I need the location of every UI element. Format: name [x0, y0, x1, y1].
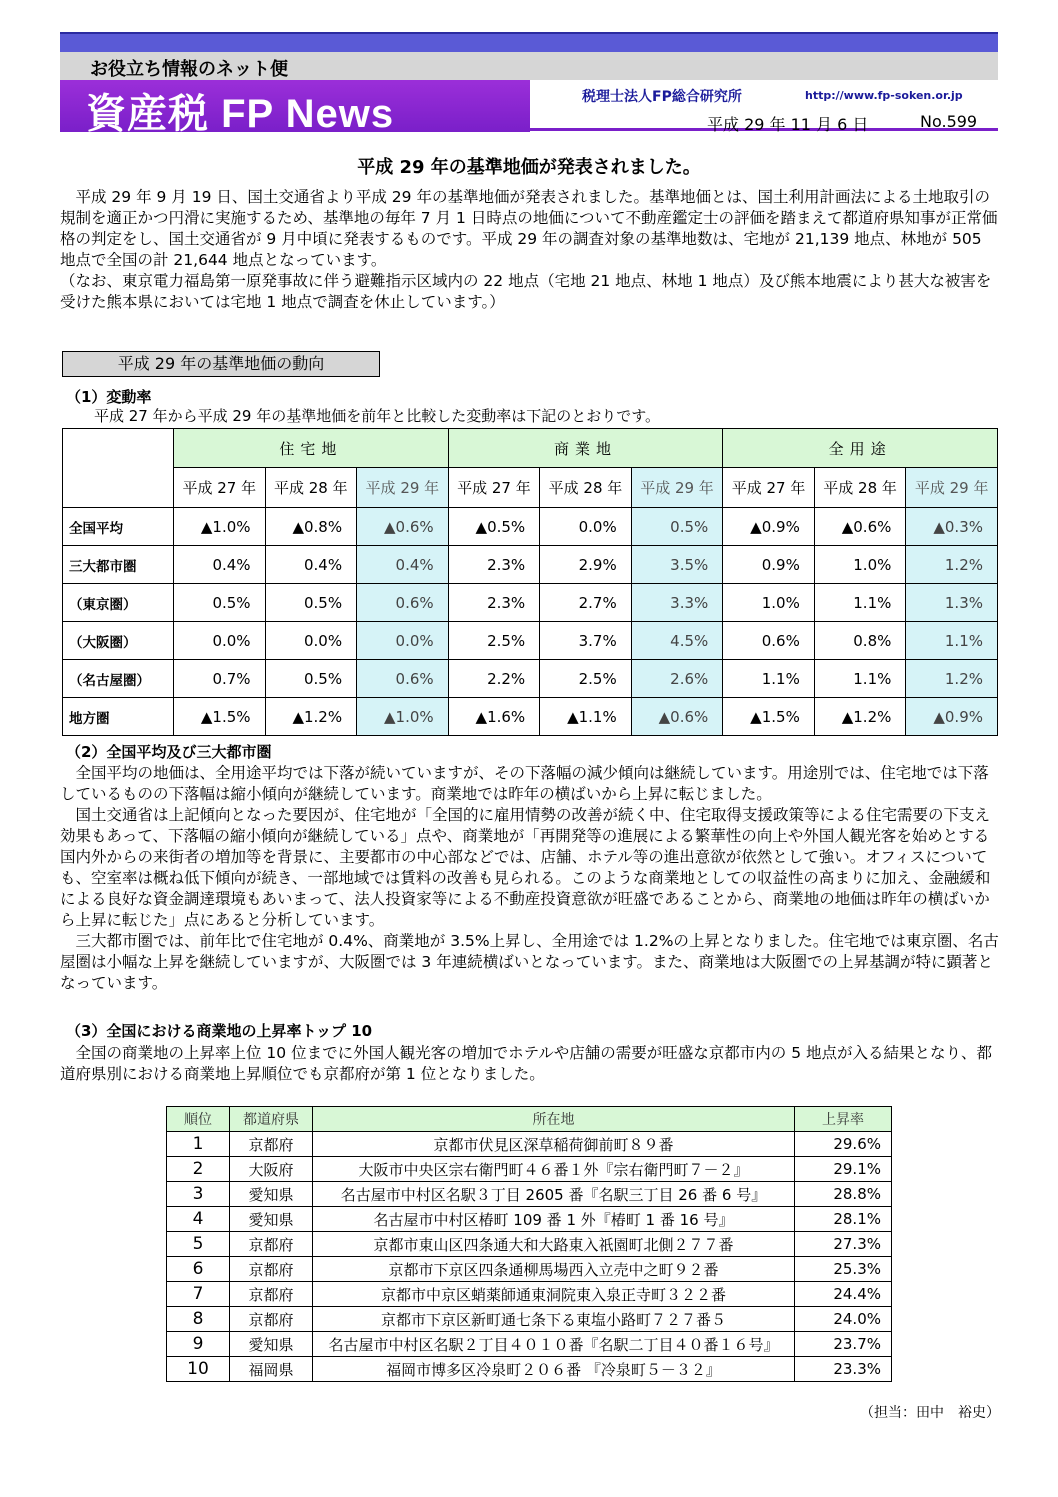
- table-row: [63, 508, 998, 546]
- tagline: お役立ち情報のネット便: [90, 59, 288, 80]
- table-row: [167, 1257, 892, 1282]
- rate-cell: ▲0.8%: [265, 508, 357, 546]
- address-cell: 京都市下京区新町通七条下る東塩小路町７２７番５: [313, 1307, 795, 1332]
- rank-cell: 5: [167, 1232, 230, 1257]
- rate-cell: 23.7%: [795, 1332, 892, 1357]
- rate-cell: ▲1.6%: [448, 698, 540, 736]
- issue-date: 平成 29 年 11 月 6 日: [707, 115, 869, 134]
- rate-cell: 1.1%: [723, 660, 815, 698]
- rate-cell: ▲0.9%: [906, 698, 998, 736]
- intro-paragraph-1: 平成 29 年 9 月 19 日、国土交通省より平成 29 年の基準地価が発表されました。基準地価とは、国土利用計画法による土地取引の規制を適正かつ円滑に実施するため、基準地の毎年 7 月 1 日時点の地価について不動産鑑定士の評価を踏まえて都道府県知事が正常価格の判定をし、国土交通省が 9 月中頃に発表するものです。平成 29 年の調査対象の基準地数は、宅地が 21,139 地点、林地が 505 地点で全国の計 21,644 地点となっています。: [60, 188, 998, 269]
- section-3-lead: 全国の商業地の上昇率上位 10 位までに外国人観光客の増加でホテルや店舗の需要が旺盛な京都市内の 5 地点が入る結果となり、都道府県別における商業地上昇順位でも京都府が第 1 位となりました。: [60, 1044, 993, 1083]
- rate-cell: 0.6%: [357, 660, 449, 698]
- year-header: 平成 27 年: [174, 468, 266, 508]
- year-header: 平成 29 年: [906, 468, 998, 508]
- rate-cell: 1.2%: [906, 546, 998, 584]
- prefecture-cell: 愛知県: [230, 1207, 313, 1232]
- table-row: [63, 546, 998, 584]
- address-cell: 名古屋市中村区椿町 109 番 1 外『椿町 1 番 16 号』: [313, 1207, 795, 1232]
- table-row: [167, 1357, 892, 1382]
- rank-cell: 7: [167, 1282, 230, 1307]
- table-row: [63, 660, 998, 698]
- rank-cell: 3: [167, 1182, 230, 1207]
- section-2-paragraph-2: 国土交通省は上記傾向となった要因が、住宅地が「全国的に雇用情勢の改善が続く中、住宅取得支援政策等による住宅需要の下支え効果もあって、下落幅の縮小傾向が継続している」点や、商業地が「再開発等の進展による繁華性の向上や外国人観光客を始めとする国内外からの来街者の増加等を背景に、主要都市の中心部などでは、店舗、ホテル等の進出意欲が依然として強い。オフィスについても、空室率は概ね低下傾向が続き、一部地域では賃料の改善も見られる。このような商業地としての収益性の高まりに加え、金融緩和による良好な資金調達環境もあいまって、法人投資家等による不動産投資意欲が旺盛であることから、商業地の地価は昨年の横ばいから上昇に転じた」点にあると分析しています。: [60, 806, 991, 929]
- rate-cell: 1.3%: [906, 584, 998, 622]
- year-header: 平成 28 年: [265, 468, 357, 508]
- rate-cell: 0.6%: [357, 584, 449, 622]
- prefecture-cell: 愛知県: [230, 1182, 313, 1207]
- rate-cell: 0.0%: [540, 508, 632, 546]
- address-cell: 京都市伏見区深草稲荷御前町８９番: [313, 1132, 795, 1157]
- issue-number: No.599: [920, 112, 978, 131]
- rate-cell: ▲1.1%: [540, 698, 632, 736]
- rate-cell: 1.1%: [814, 584, 906, 622]
- prefecture-cell: 福岡県: [230, 1357, 313, 1382]
- address-cell: 京都市下京区四条通柳馬場西入立売中之町９２番: [313, 1257, 795, 1282]
- section-2-text: [60, 763, 1000, 994]
- rank-cell: 6: [167, 1257, 230, 1282]
- prefecture-cell: 京都府: [230, 1307, 313, 1332]
- table-row: [63, 622, 998, 660]
- masthead-tagline-bar: [60, 52, 998, 80]
- prefecture-cell: 京都府: [230, 1232, 313, 1257]
- top10-table-body: [167, 1132, 892, 1382]
- prefecture-cell: 大阪府: [230, 1157, 313, 1182]
- rate-cell: 2.7%: [540, 584, 632, 622]
- table-row: [167, 1207, 892, 1232]
- column-header-address: 所在地: [313, 1107, 795, 1132]
- rate-cell: 28.1%: [795, 1207, 892, 1232]
- rate-cell: 1.0%: [814, 546, 906, 584]
- table-row: [167, 1232, 892, 1257]
- prefecture-cell: 京都府: [230, 1257, 313, 1282]
- rate-cell: ▲0.3%: [906, 508, 998, 546]
- intro-text: [60, 187, 1000, 313]
- rate-cell: 2.5%: [448, 622, 540, 660]
- category-header-commercial: 商業地: [448, 429, 723, 468]
- rank-cell: 4: [167, 1207, 230, 1232]
- rate-cell: 0.4%: [174, 546, 266, 584]
- prefecture-cell: 京都府: [230, 1132, 313, 1157]
- row-label: 地方圏: [63, 698, 174, 736]
- table-corner-cell: [63, 429, 174, 508]
- rate-cell: 0.8%: [814, 622, 906, 660]
- rate-cell: 0.0%: [265, 622, 357, 660]
- section-1-heading: （1）変動率: [66, 388, 152, 406]
- year-header: 平成 29 年: [357, 468, 449, 508]
- masthead-title-bar: [60, 80, 530, 136]
- author-credit: （担当：田中 裕史）: [860, 1405, 1000, 1421]
- rate-cell: ▲1.2%: [265, 698, 357, 736]
- rate-cell: 0.4%: [357, 546, 449, 584]
- address-cell: 名古屋市中村区名駅３丁目 2605 番『名駅三丁目 26 番 6 号』: [313, 1182, 795, 1207]
- prefecture-cell: 京都府: [230, 1282, 313, 1307]
- rate-cell: 0.0%: [357, 622, 449, 660]
- rate-cell: 0.4%: [265, 546, 357, 584]
- rank-cell: 2: [167, 1157, 230, 1182]
- rate-cell: ▲1.0%: [357, 698, 449, 736]
- rate-cell: 2.3%: [448, 584, 540, 622]
- rate-cell: 2.9%: [540, 546, 632, 584]
- company-url[interactable]: http://www.fp-soken.or.jp: [805, 89, 963, 102]
- rate-cell: 0.6%: [723, 622, 815, 660]
- rate-cell: 28.8%: [795, 1182, 892, 1207]
- year-header: 平成 27 年: [723, 468, 815, 508]
- category-header-all: 全用途: [723, 429, 998, 468]
- rate-cell: 2.2%: [448, 660, 540, 698]
- rate-cell: ▲1.0%: [174, 508, 266, 546]
- rate-cell: 24.4%: [795, 1282, 892, 1307]
- table-row: [63, 698, 998, 736]
- table-row: [167, 1307, 892, 1332]
- rate-cell: ▲0.6%: [814, 508, 906, 546]
- rate-cell: 2.3%: [448, 546, 540, 584]
- masthead-top-bar: [60, 32, 998, 54]
- address-cell: 大阪市中央区宗右衛門町４６番１外『宗右衛門町７－２』: [313, 1157, 795, 1182]
- rate-cell: 27.3%: [795, 1232, 892, 1257]
- rate-cell: ▲0.6%: [357, 508, 449, 546]
- rate-cell: 25.3%: [795, 1257, 892, 1282]
- table-row: [167, 1182, 892, 1207]
- rank-cell: 8: [167, 1307, 230, 1332]
- prefecture-cell: 愛知県: [230, 1332, 313, 1357]
- rate-cell: ▲0.5%: [448, 508, 540, 546]
- year-header: 平成 28 年: [814, 468, 906, 508]
- rate-cell: 1.1%: [906, 622, 998, 660]
- rate-cell: ▲0.9%: [723, 508, 815, 546]
- category-header-residential: 住宅地: [174, 429, 449, 468]
- rate-cell: 3.7%: [540, 622, 632, 660]
- change-rate-table-body: [63, 508, 998, 736]
- rate-cell: 3.5%: [631, 546, 723, 584]
- rate-cell: 0.5%: [174, 584, 266, 622]
- rate-cell: 3.3%: [631, 584, 723, 622]
- row-label: （名古屋圏）: [63, 660, 174, 698]
- rate-cell: 2.6%: [631, 660, 723, 698]
- section-2-heading: （2）全国平均及び三大都市圏: [66, 743, 272, 761]
- section-title-box: 平成 29 年の基準地価の動向: [62, 351, 380, 377]
- rate-cell: ▲1.5%: [723, 698, 815, 736]
- row-label: 三大都市圏: [63, 546, 174, 584]
- year-header: 平成 29 年: [631, 468, 723, 508]
- rate-cell: 29.6%: [795, 1132, 892, 1157]
- row-label: （東京圏）: [63, 584, 174, 622]
- rate-cell: 0.5%: [631, 508, 723, 546]
- rate-cell: 1.1%: [814, 660, 906, 698]
- table-row: [167, 1282, 892, 1307]
- rate-cell: ▲1.2%: [814, 698, 906, 736]
- top10-header-row: [167, 1107, 892, 1132]
- year-header: 平成 27 年: [448, 468, 540, 508]
- column-header-rate: 上昇率: [795, 1107, 892, 1132]
- table-row: [167, 1332, 892, 1357]
- address-cell: 福岡市博多区冷泉町２０６番 『冷泉町５－３２』: [313, 1357, 795, 1382]
- column-header-rank: 順位: [167, 1107, 230, 1132]
- address-cell: 名古屋市中村区名駅２丁目４０１０番『名駅二丁目４０番１６号』: [313, 1332, 795, 1357]
- rate-cell: 0.0%: [174, 622, 266, 660]
- column-header-prefecture: 都道府県: [230, 1107, 313, 1132]
- rate-cell: 0.7%: [174, 660, 266, 698]
- section-2-paragraph-3: 三大都市圏では、前年比で住宅地が 0.4%、商業地が 3.5%上昇し、全用途では 1.2%の上昇となりました。住宅地では東京圏、名古屋圏は小幅な上昇を継続していますが、大阪圏では 3 年連続横ばいとなっています。また、商業地は大阪圏での上昇基調が特に顕著となっています。: [60, 932, 999, 992]
- top10-table: [166, 1106, 892, 1382]
- table-row: [167, 1132, 892, 1157]
- rate-cell: 0.5%: [265, 584, 357, 622]
- year-header: 平成 28 年: [540, 468, 632, 508]
- rank-cell: 9: [167, 1332, 230, 1357]
- table-row: [63, 584, 998, 622]
- intro-paragraph-2: （なお、東京電力福島第一原発事故に伴う避難指示区域内の 22 地点（宅地 21 地点、林地 1 地点）及び熊本地震により甚大な被害を受けた熊本県においては宅地 1 地点で調査を休止しています。）: [60, 272, 992, 311]
- row-label: （大阪圏）: [63, 622, 174, 660]
- rate-cell: 1.2%: [906, 660, 998, 698]
- rate-cell: 2.5%: [540, 660, 632, 698]
- row-label: 全国平均: [63, 508, 174, 546]
- newsletter-title: 資産税 FP News: [86, 92, 395, 136]
- rate-cell: ▲1.5%: [174, 698, 266, 736]
- rate-cell: 4.5%: [631, 622, 723, 660]
- rank-cell: 10: [167, 1357, 230, 1382]
- table-row: [167, 1157, 892, 1182]
- change-rate-table: [62, 428, 998, 736]
- rate-cell: 24.0%: [795, 1307, 892, 1332]
- address-cell: 京都市東山区四条通大和大路東入祇園町北側２７７番: [313, 1232, 795, 1257]
- section-3-heading: （3）全国における商業地の上昇率トップ 10: [66, 1022, 373, 1040]
- rate-cell: ▲0.6%: [631, 698, 723, 736]
- rate-cell: 1.0%: [723, 584, 815, 622]
- rate-cell: 29.1%: [795, 1157, 892, 1182]
- section-2-paragraph-1: 全国平均の地価は、全用途平均では下落が続いていますが、その下落幅の減少傾向は継続しています。用途別では、住宅地では下落しているものの下落幅は縮小傾向が継続しています。商業地では昨年の横ばいから上昇に転じました。: [60, 764, 989, 803]
- rate-cell: 0.9%: [723, 546, 815, 584]
- rank-cell: 1: [167, 1132, 230, 1157]
- section-1-lead: 平成 27 年から平成 29 年の基準地価を前年と比較した変動率は下記のとおりです。: [94, 407, 661, 425]
- rate-cell: 0.5%: [265, 660, 357, 698]
- article-headline: 平成 29 年の基準地価が発表されました。: [357, 157, 701, 178]
- address-cell: 京都市中京区蛸薬師通東洞院東入泉正寺町３２２番: [313, 1282, 795, 1307]
- rate-cell: 23.3%: [795, 1357, 892, 1382]
- company-name: 税理士法人FP総合研究所: [582, 89, 742, 105]
